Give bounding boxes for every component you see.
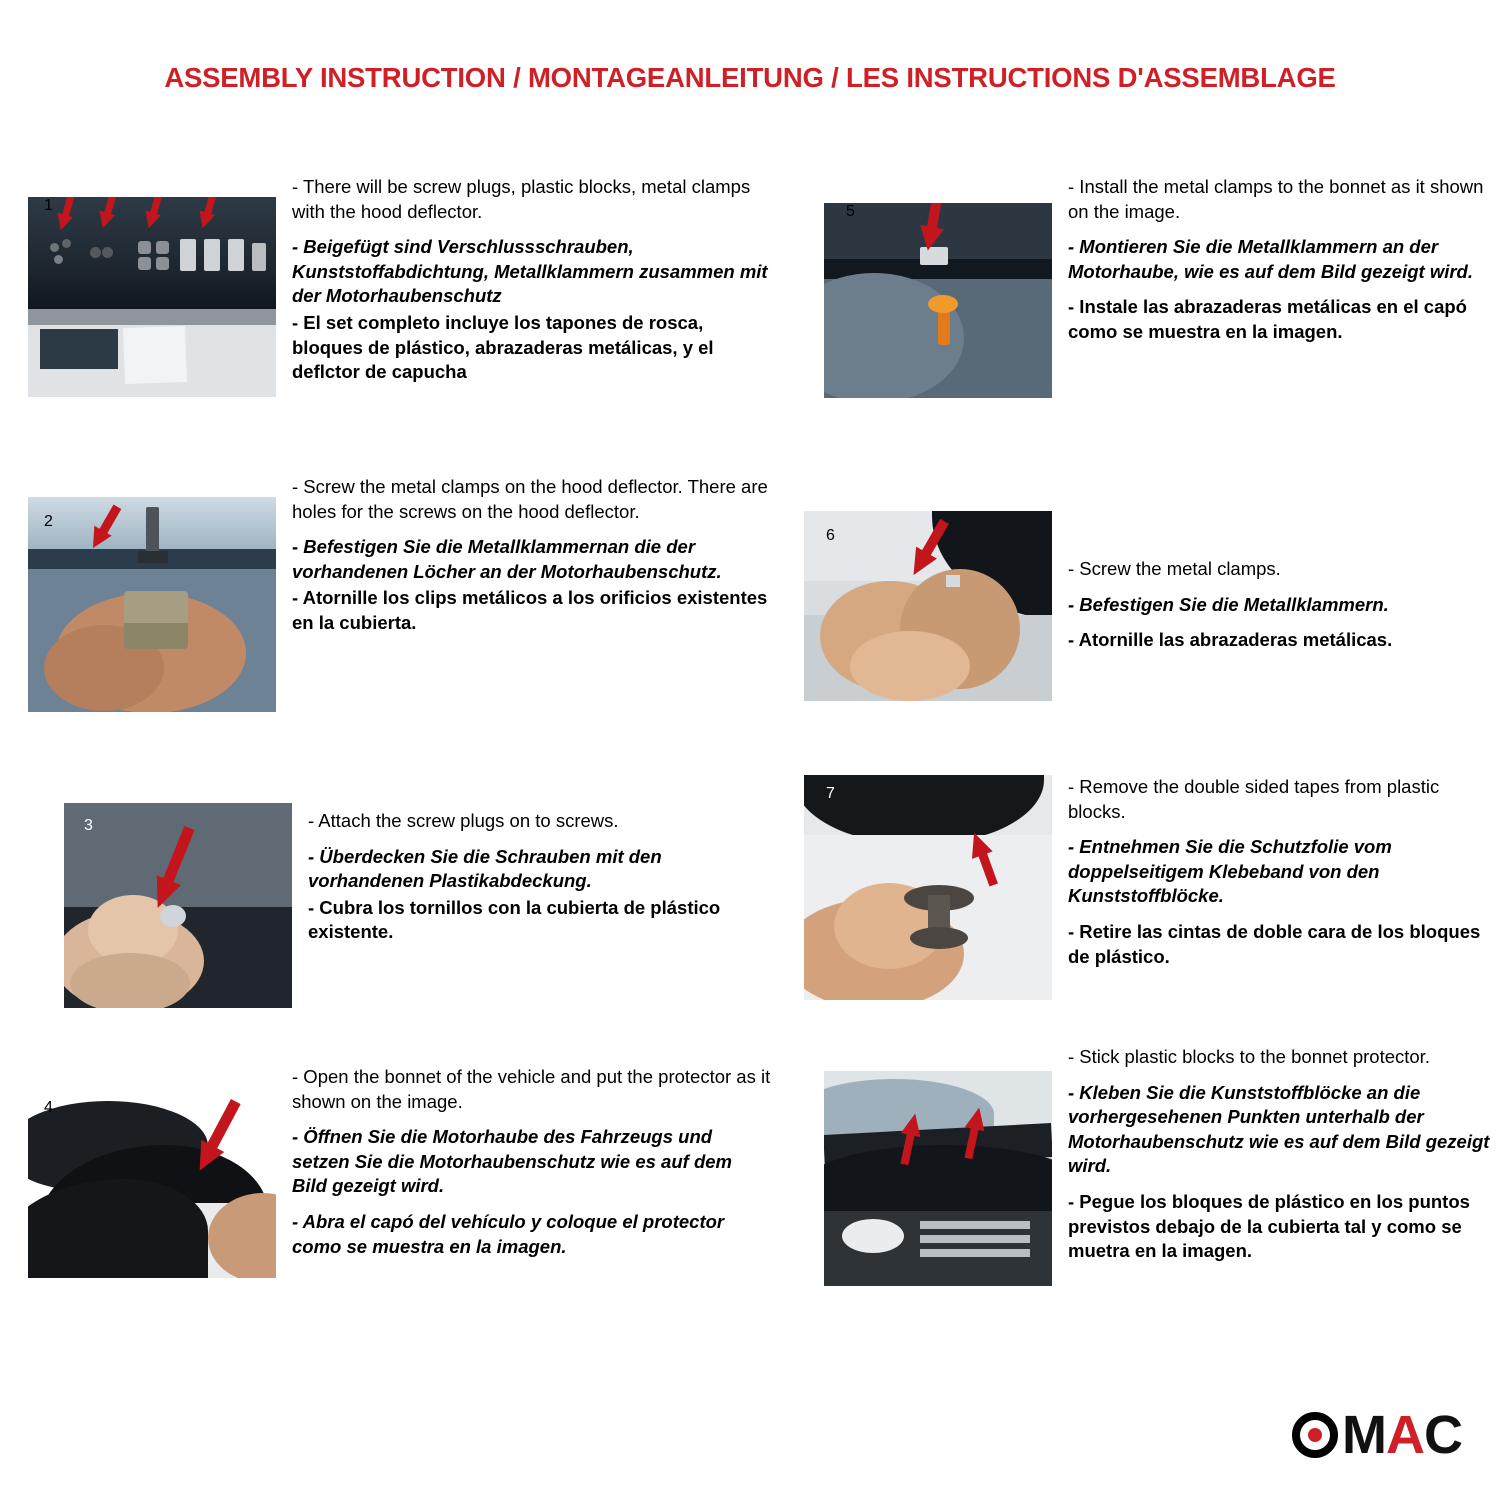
step-5-line-es: - Instale las abrazaderas metálicas en el capó como se muestra en la imagen. (1068, 296, 1467, 342)
step-2-line-en: - Screw the metal clamps on the hood deflector. There are holes for the screws on the hood deflector. (292, 476, 768, 522)
step-8-photo (824, 1071, 1052, 1286)
step-2-photo (28, 497, 276, 712)
step-4-text (276, 1065, 772, 1261)
step-7-line-en: - Remove the double sided tapes from plastic blocks. (1068, 776, 1440, 822)
step-3-photo (64, 803, 292, 1008)
instruction-step-3 (22, 793, 772, 1008)
step-3-text (292, 809, 772, 947)
step-1-line-de: - Beigefügt sind Verschlussschrauben, Kunststoffabdichtung, Metallklammern zusammen mit der Motorhaubenschutz (292, 236, 768, 307)
step-1-text (276, 175, 772, 387)
instruction-step-6 (800, 493, 1500, 701)
step-7-line-de: - Entnehmen Sie die Schutzfolie vom doppelseitigem Klebeband von den Kunststoffblöcke. (1068, 836, 1392, 907)
page-title: ASSEMBLY INSTRUCTION / MONTAGEANLEITUNG / LES INSTRUCTIONS D'ASSEMBLAGE (164, 62, 1336, 93)
step-3-number: 3 (84, 817, 93, 834)
step-2-number: 2 (44, 513, 53, 530)
step-5-line-en: - Install the metal clamps to the bonnet as it shown on the image. (1068, 176, 1484, 222)
step-2-text (276, 475, 772, 638)
omac-logo (1292, 1404, 1462, 1466)
step-4-number: 4 (44, 1099, 53, 1116)
step-6-line-en: - Screw the metal clamps. (1068, 558, 1281, 579)
step-8-line-es: - Pegue los bloques de plástico en los puntos previstos debajo de la cubierta tal y como se muetra en la imagen. (1068, 1190, 1470, 1262)
step-4-photo (28, 1083, 276, 1278)
step-7-text (1052, 775, 1500, 971)
instruction-step-7 (800, 775, 1500, 1000)
omac-letter-c: C (1424, 1405, 1462, 1465)
step-6-line-es: - Atornille las abrazaderas metálicas. (1068, 629, 1393, 651)
step-7-photo (804, 775, 1052, 1000)
step-7-line-es: - Retire las cintas de doble cara de los bloques de plástico. (1068, 920, 1481, 967)
step-2-line-de: - Befestigen Sie die Metallklammernan die der vorhandenen Löcher an der Motorhaubenschutz. (292, 536, 722, 582)
step-6-line-de: - Befestigen Sie die Metallklammern. (1068, 593, 1389, 615)
omac-o-icon (1292, 1412, 1338, 1458)
step-8-line-en: - Stick plastic blocks to the bonnet protector. (1068, 1046, 1430, 1067)
instruction-step-8 (800, 1045, 1500, 1286)
step-6-text (1052, 557, 1500, 655)
step-3-line-es: - Cubra los tornillos con la cubierta de plástico existente. (308, 896, 721, 943)
step-5-line-de: - Montieren Sie die Metallklammern an der Motorhaube, wie es auf dem Bild gezeigt wird. (1068, 236, 1473, 282)
step-5-text (1052, 175, 1500, 347)
step-1-number: 1 (44, 197, 53, 214)
step-7-number: 7 (826, 785, 835, 802)
step-5-number: 5 (846, 203, 855, 220)
step-1-line-en: - There will be screw plugs, plastic blocks, metal clamps with the hood deflector. (292, 176, 751, 222)
step-1-line-es: - El set completo incluye los tapones de rosca, bloques de plástico, abrazaderas metálicas, y el deflctor de capucha (292, 311, 714, 383)
step-6-number: 6 (826, 527, 835, 544)
step-8-line-de: - Kleben Sie die Kunststoffblöcke an die vorhergesehenen Punkten unterhalb der Motorhaubenschutz wie es auf dem Bild gezeigt wird. (1068, 1081, 1490, 1177)
instruction-step-5 (800, 175, 1500, 398)
step-4-line-es: - Abra el capó del vehículo y coloque el protector como se muestra en la imagen. (292, 1210, 725, 1257)
step-6-photo (804, 511, 1052, 701)
step-4-line-en: - Open the bonnet of the vehicle and put the protector as it shown on the image. (292, 1066, 771, 1112)
instruction-step-4 (22, 1065, 772, 1278)
step-3-line-en: - Attach the screw plugs on to screws. (308, 810, 619, 831)
step-2-line-es: - Atornille los clips metálicos a los orificios existentes en la cubierta. (292, 587, 768, 633)
step-3-line-de: - Überdecken Sie die Schrauben mit den vorhandenen Plastikabdeckung. (308, 845, 662, 892)
step-8-text (1052, 1045, 1500, 1266)
omac-letter-a: A (1386, 1405, 1424, 1465)
step-1-photo (28, 197, 276, 397)
step-5-photo (824, 203, 1052, 398)
instruction-step-1 (22, 175, 772, 397)
instruction-step-2 (22, 475, 772, 712)
omac-letter-m: M (1342, 1405, 1386, 1465)
step-4-line-de: - Öffnen Sie die Motorhaube des Fahrzeugs und setzen Sie die Motorhaubenschutz wie es auf dem Bild gezeigt wird. (292, 1126, 732, 1197)
